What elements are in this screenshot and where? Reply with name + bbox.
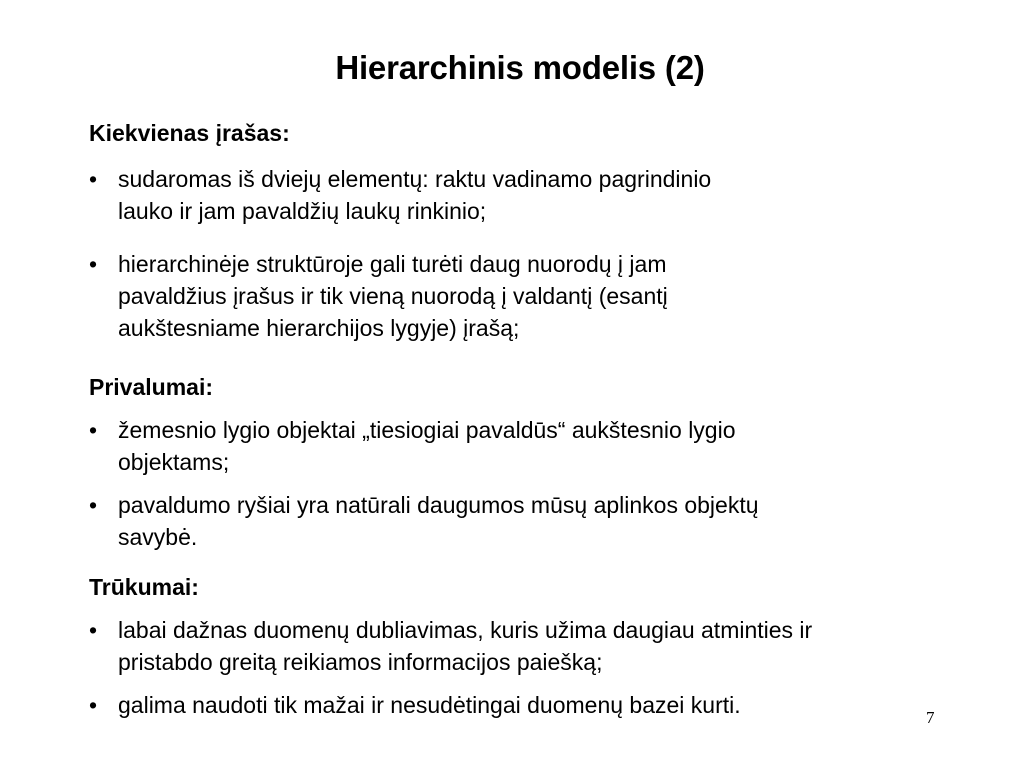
page-number: 7	[926, 708, 935, 727]
bullet-text	[118, 614, 989, 678]
bullet-entry-2	[89, 248, 989, 344]
bullet-line: sudaromas iš dviejų elementų: raktu vadinamo pagrindinio	[118, 166, 712, 192]
bullet-text	[118, 163, 989, 227]
bullet-advantages-1	[89, 414, 989, 478]
bullet-line: galima naudoti tik mažai ir nesudėtingai duomenų bazei kurti.	[118, 692, 741, 718]
bullet-disadvantages-2	[89, 689, 989, 721]
bullet-line: aukštesniame hierarchijos lygyje) įrašą;	[118, 315, 520, 341]
bullet-text	[118, 489, 989, 553]
bullet-line: pristabdo greitą reikiamos informacijos paiešką;	[118, 649, 603, 675]
bullet-line: lauko ir jam pavaldžių laukų rinkinio;	[118, 198, 487, 224]
section-heading-advantages: Privalumai:	[89, 374, 213, 400]
bullet-mark: •	[89, 251, 98, 277]
bullet-mark: •	[89, 166, 98, 192]
bullet-line: pavaldumo ryšiai yra natūrali daugumos mūsų aplinkos objektų	[118, 492, 759, 518]
bullet-mark: •	[89, 692, 98, 718]
bullet-line: objektams;	[118, 449, 230, 475]
bullet-mark: •	[89, 417, 98, 443]
section-heading-entry: Kiekvienas įrašas:	[89, 120, 290, 146]
bullet-line: pavaldžius įrašus ir tik vieną nuorodą į valdantį (esantį	[118, 283, 668, 309]
bullet-line: labai dažnas duomenų dubliavimas, kuris užima daugiau atminties ir	[118, 617, 813, 643]
bullet-text	[118, 414, 989, 478]
bullet-advantages-2	[89, 489, 989, 553]
bullet-text	[118, 248, 989, 344]
bullet-text	[118, 689, 989, 721]
bullet-entry-1	[89, 163, 989, 227]
bullet-disadvantages-1	[89, 614, 989, 678]
bullet-mark: •	[89, 617, 98, 643]
bullet-line: hierarchinėje struktūroje gali turėti daug nuorodų į jam	[118, 251, 667, 277]
slide-title: Hierarchinis modelis (2)	[335, 49, 705, 86]
bullet-line: savybė.	[118, 524, 198, 550]
bullet-mark: •	[89, 492, 98, 518]
section-heading-disadvantages: Trūkumai:	[89, 574, 199, 600]
bullet-line: žemesnio lygio objektai „tiesiogiai pavaldūs“ aukštesnio lygio	[118, 417, 736, 443]
